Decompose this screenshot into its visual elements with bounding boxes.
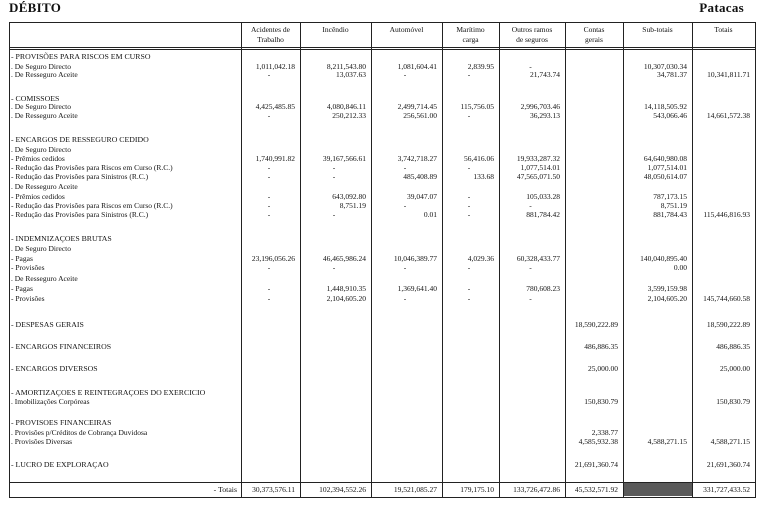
table-cell: 643,092.80 <box>332 192 366 201</box>
row-label: . De Resseguro Aceite <box>11 70 78 79</box>
table-cell: - <box>332 210 336 219</box>
table-cell: 14,118,505.92 <box>644 102 687 111</box>
row-label: . Imobilizações Corpóreas <box>11 397 90 406</box>
table-cell: 780,608.23 <box>526 284 560 293</box>
table-cell: 2,338.77 <box>591 428 618 437</box>
table-cell: 21,743.74 <box>530 70 560 79</box>
table-cell: - <box>467 210 471 219</box>
row-label: . De Seguro Directo <box>11 102 71 111</box>
row-label: . Provisões Diversas <box>11 437 73 446</box>
totals-cell: 102,394,552.26 <box>319 485 366 494</box>
table-cell: 60,328,433.77 <box>516 254 560 263</box>
table-cell: 105,033.28 <box>526 192 560 201</box>
table-cell: 8,211,543.80 <box>326 62 366 71</box>
table-cell: - <box>267 163 271 172</box>
table-cell: - <box>403 201 407 210</box>
section-heading: - PROVISÕES PARA RISCOS EM CURSO <box>11 52 151 61</box>
row-label: - Redução das Provisões para Sinistros (R.C.) <box>11 172 149 181</box>
table-cell: 485,408.89 <box>403 172 437 181</box>
table-cell: 8,751.19 <box>339 201 366 210</box>
column-divider <box>623 22 624 498</box>
row-label: . De Resseguro Aceite <box>11 182 78 191</box>
section-heading: - INDEMNIZAÇOES BRUTAS <box>11 234 112 243</box>
table-cell: - <box>467 70 471 79</box>
table-cell: 10,341,811.71 <box>707 70 750 79</box>
table-cell: 0.01 <box>423 210 437 219</box>
totals-cell: 45,532,571.92 <box>574 485 618 494</box>
table-cell: - <box>529 263 532 272</box>
row-label: . De Seguro Directo <box>11 62 71 71</box>
column-divider <box>442 22 443 498</box>
column-divider <box>371 22 372 498</box>
table-cell: 2,104,605.20 <box>326 294 366 303</box>
column-header: Totais <box>714 25 733 34</box>
currency-label: Patacas <box>699 0 744 15</box>
table-cell: 18,590,222.89 <box>706 320 750 329</box>
table-cell: 2,996,703.46 <box>520 102 560 111</box>
table-cell: 140,040,895.40 <box>640 254 687 263</box>
table-cell: 19,933,287.32 <box>516 154 560 163</box>
row-label: . Provisões p/Créditos de Cobrança Duvidosa <box>11 428 148 437</box>
row-label: - Prêmios cedidos <box>11 154 65 163</box>
table-cell: - <box>467 192 471 201</box>
totals-cell: 30,373,576.11 <box>252 485 295 494</box>
column-divider <box>692 22 693 498</box>
table-cell: - <box>467 263 471 272</box>
column-divider <box>565 22 566 498</box>
shaded-cell <box>624 483 692 496</box>
table-cell: - <box>403 70 407 79</box>
table-cell: 2,839.95 <box>467 62 494 71</box>
row-label: . De Seguro Directo <box>11 145 71 154</box>
section-heading: - ENCARGOS DE RESSEGURO CEDIDO <box>11 135 149 144</box>
row-label: - Provisões <box>11 263 45 272</box>
table-cell: 13,037.63 <box>336 70 366 79</box>
row-label: - Pagas <box>11 284 33 293</box>
row-label: - Redução das Provisões para Sinistros (R.C.) <box>11 210 149 219</box>
table-cell: 256,561.00 <box>403 111 437 120</box>
table-cell: 56,416.06 <box>464 154 494 163</box>
table-cell: 145,744,660.58 <box>703 294 750 303</box>
table-cell: 2,104,605.20 <box>647 294 687 303</box>
table-cell: - <box>529 62 532 71</box>
table-cell: 14,661,572.38 <box>706 111 750 120</box>
row-divider <box>9 47 755 48</box>
row-label: - Redução das Provisões para Riscos em Curso (R.C.) <box>11 163 173 172</box>
column-divider <box>755 22 756 498</box>
table-cell: 25,000.00 <box>720 364 750 373</box>
table-cell: 150,830.79 <box>716 397 750 406</box>
table-cell: 39,047.07 <box>407 192 437 201</box>
column-header: Acidentes de Trabalho <box>251 25 290 44</box>
column-header: Outros ramos de seguros <box>511 25 553 44</box>
table-cell: - <box>267 210 271 219</box>
column-divider <box>300 22 301 498</box>
table-cell: 21,691,360.74 <box>574 460 618 469</box>
table-cell: 1,369,641.40 <box>397 284 437 293</box>
row-label: - Redução das Provisões para Riscos em Curso (R.C.) <box>11 201 173 210</box>
row-divider <box>9 497 755 498</box>
table-cell: 1,011,042.18 <box>255 62 295 71</box>
page-title: DÉBITO <box>9 0 62 15</box>
section-heading: - COMISSOES <box>11 94 60 103</box>
table-cell: 486,886.35 <box>584 342 618 351</box>
table-cell: 18,590,222.89 <box>574 320 618 329</box>
table-cell: 21,691,360.74 <box>706 460 750 469</box>
table-cell: 1,077,514.01 <box>647 163 687 172</box>
table-cell: 4,588,271.15 <box>710 437 750 446</box>
table-cell: 4,425,485.85 <box>255 102 295 111</box>
table-cell: - <box>467 111 471 120</box>
table-cell: - <box>267 192 271 201</box>
column-divider <box>9 22 10 498</box>
table-cell: - <box>267 172 271 181</box>
table-cell: - <box>403 294 407 303</box>
table-cell: - <box>267 294 271 303</box>
table-cell: 2,499,714.45 <box>397 102 437 111</box>
table-cell: - <box>267 201 271 210</box>
table-cell: 787,173.15 <box>653 192 687 201</box>
table-cell: - <box>467 163 471 172</box>
table-cell: - <box>267 284 271 293</box>
column-header: Sub-totais <box>642 25 673 34</box>
totals-label: - Totais <box>213 485 237 494</box>
row-label: . De Resseguro Aceite <box>11 111 78 120</box>
table-cell: 4,029.36 <box>467 254 494 263</box>
table-cell: - <box>529 201 532 210</box>
table-cell: 486,886.35 <box>716 342 750 351</box>
section-heading: - DESPESAS GERAIS <box>11 320 84 329</box>
table-cell: 8,751.19 <box>660 201 687 210</box>
column-header: Incêndio <box>322 25 349 34</box>
table-cell: 36,293.13 <box>530 111 560 120</box>
table-cell: 150,830.79 <box>584 397 618 406</box>
row-label: - Pagas <box>11 254 33 263</box>
table-cell: - <box>332 172 336 181</box>
table-cell: 4,585,932.38 <box>578 437 618 446</box>
table-cell: 0.00 <box>673 263 687 272</box>
table-cell: 34,781.37 <box>657 70 687 79</box>
table-cell: 115,446,816.93 <box>703 210 750 219</box>
section-heading: - LUCRO DE EXPLORAÇAO <box>11 460 109 469</box>
row-label: . De Resseguro Aceite <box>11 274 78 283</box>
table-cell: - <box>529 294 532 303</box>
totals-cell: 19,521,085.27 <box>393 485 437 494</box>
table-cell: - <box>267 263 271 272</box>
row-divider <box>9 49 755 50</box>
table-cell: 115,756.05 <box>460 102 494 111</box>
section-heading: - PROVISOES FINANCEIRAS <box>11 418 112 427</box>
table-cell: 881,784.43 <box>653 210 687 219</box>
table-cell: - <box>267 111 271 120</box>
column-header: Contas gerais <box>583 25 605 44</box>
table-cell: 4,080,846.11 <box>326 102 366 111</box>
table-cell: 39,167,566.61 <box>322 154 366 163</box>
row-label: - Prêmios cedidos <box>11 192 65 201</box>
debit-table <box>9 22 755 498</box>
table-cell: 250,212.33 <box>332 111 366 120</box>
table-cell: 46,465,986.24 <box>322 254 366 263</box>
section-heading: - ENCARGOS FINANCEIROS <box>11 342 112 351</box>
table-cell: - <box>332 163 336 172</box>
table-cell: 4,588,271.15 <box>647 437 687 446</box>
column-header: Automóvel <box>389 25 424 34</box>
table-cell: 10,307,030.34 <box>643 62 687 71</box>
table-cell: 881,784.42 <box>526 210 560 219</box>
table-cell: 1,081,604.41 <box>397 62 437 71</box>
table-cell: 3,599,159.98 <box>647 284 687 293</box>
totals-cell: 179,175.10 <box>460 485 494 494</box>
table-cell: 10,046,389.77 <box>393 254 437 263</box>
table-cell: - <box>403 263 407 272</box>
totals-cell: 133,726,472.86 <box>513 485 560 494</box>
table-cell: 1,448,910.35 <box>326 284 366 293</box>
table-cell: - <box>467 294 471 303</box>
table-cell: 133.68 <box>473 172 494 181</box>
table-cell: 543,066.46 <box>653 111 687 120</box>
table-cell: - <box>332 263 336 272</box>
table-cell: 47,565,071.50 <box>516 172 560 181</box>
table-cell: 1,740,991.82 <box>255 154 295 163</box>
column-divider <box>241 22 242 498</box>
row-label: - Provisões <box>11 294 45 303</box>
totals-cell: 331,727,433.52 <box>703 485 750 494</box>
table-cell: 23,196,056.26 <box>251 254 295 263</box>
row-divider <box>9 22 755 23</box>
column-header: Marítimo carga <box>456 25 485 44</box>
row-label: . De Seguro Directo <box>11 244 71 253</box>
section-heading: - ENCARGOS DIVERSOS <box>11 364 98 373</box>
section-heading: - AMORTIZAÇOES E REINTEGRAÇOES DO EXERCICIO <box>11 388 206 397</box>
table-cell: 48,050,614.07 <box>643 172 687 181</box>
table-cell: 64,640,980.08 <box>643 154 687 163</box>
table-cell: - <box>267 70 271 79</box>
table-cell: 1,077,514.01 <box>520 163 560 172</box>
column-divider <box>499 22 500 498</box>
table-cell: - <box>467 284 471 293</box>
table-cell: - <box>403 163 407 172</box>
table-cell: 25,000.00 <box>588 364 618 373</box>
table-cell: - <box>467 201 471 210</box>
table-cell: 3,742,718.27 <box>397 154 437 163</box>
